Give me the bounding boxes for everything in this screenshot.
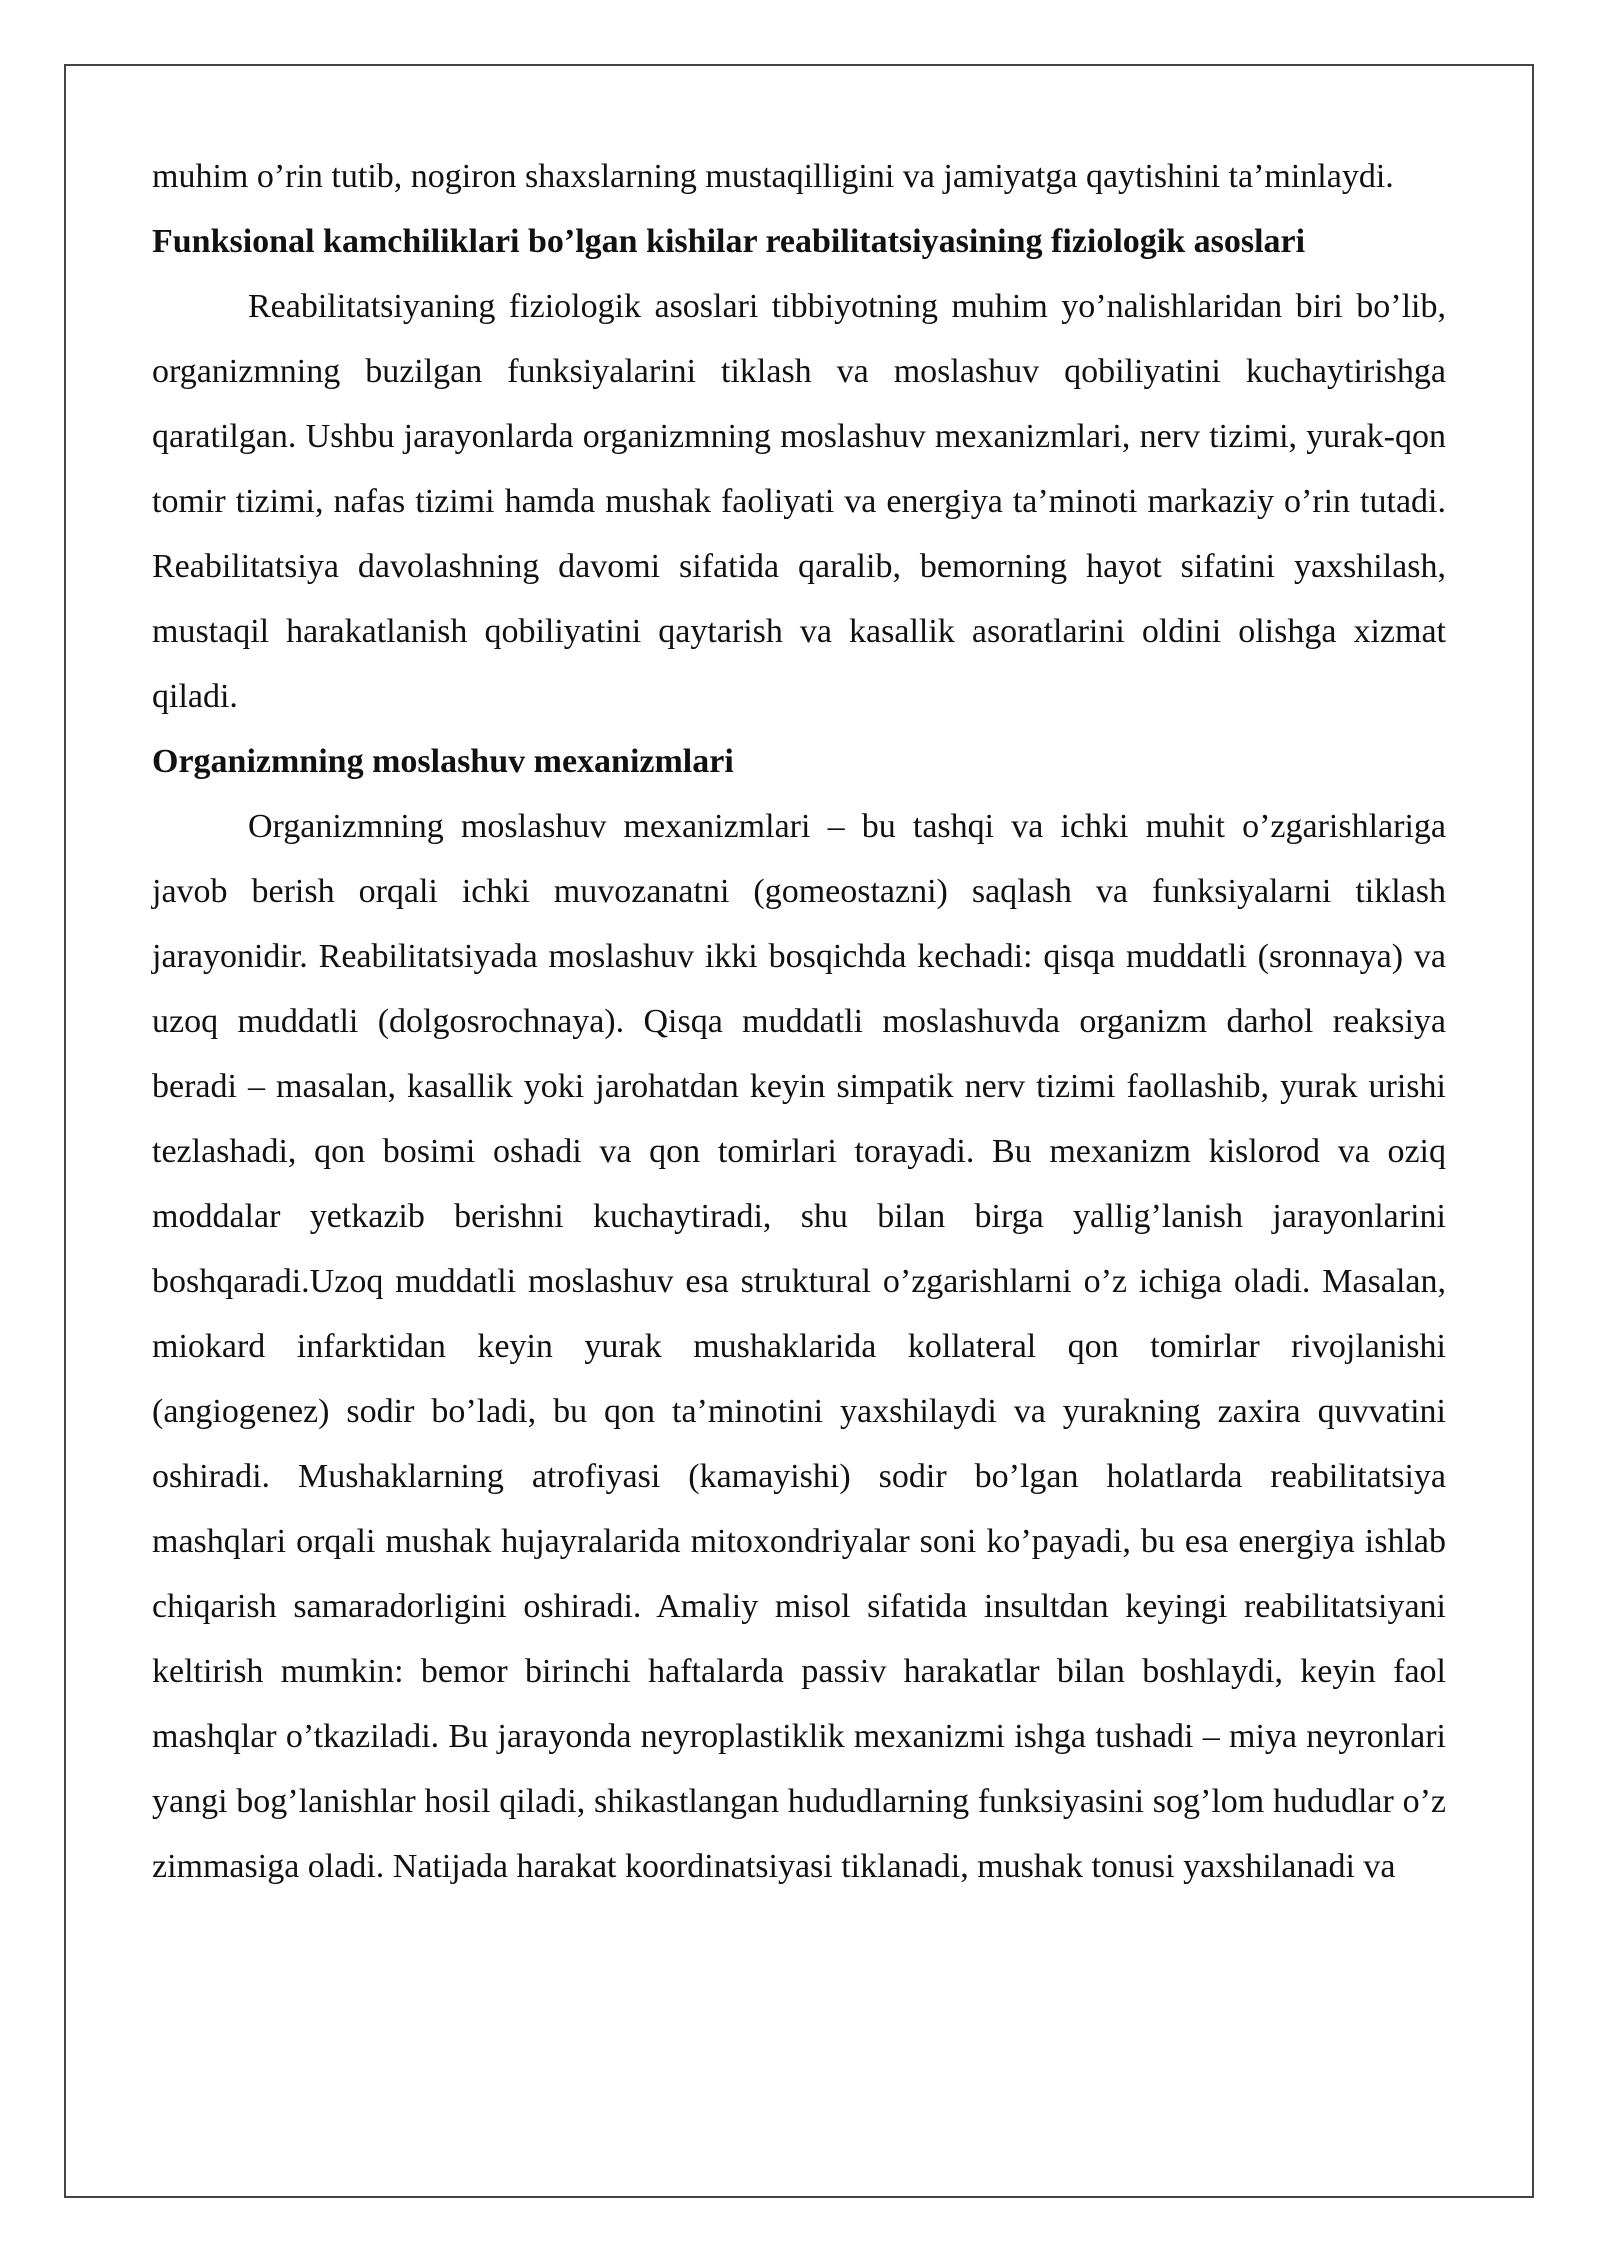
subsection-paragraph: Organizmning moslashuv mexanizmlari – bu tashqi va ichki muhit o’zgarishlariga javob berish orqali ichki muvozanatni (gomeostazni) saqlash va funksiyalarni tiklash jarayonidir. Reabilitatsiyada moslashuv ikki bosqichda kechadi: qisqa muddatli (sronnaya) va uzoq muddatli (dolgosrochnaya). Qisqa muddatli moslashuvda organizm darhol reaksiya beradi – masalan, kasallik yoki jarohatdan keyin simpatik nerv tizimi faollashib, yurak urishi tezlashadi, qon bosimi oshadi va qon tomirlari torayadi. Bu mexanizm kislorod va oziq moddalar yetkazib berishni kuchaytiradi, shu bilan birga yallig’lanish jarayonlarini boshqaradi.Uzoq muddatli moslashuv esa struktural o’zgarishlarni o’z ichiga oladi. Masalan, miokard infarktidan keyin yurak mushaklarida kollateral qon tomirlar rivojlanishi (angiogenez) sodir bo’ladi, bu qon ta’minotini yaxshilaydi va yurakning zaxira quvvatini oshiradi. Mushaklarning atrofiyasi (kamayishi) sodir bo’lgan holatlarda reabilitatsiya mashqlari orqali mushak hujayralarida mitoxondriyalar soni ko’payadi, bu esa energiya ishlab chiqarish samaradorligini oshiradi. Amaliy misol sifatida insultdan keyingi reabilitatsiyani keltirish mumkin: bemor birinchi haftalarda passiv harakatlar bilan boshlaydi, keyin faol mashqlar o’tkaziladi. Bu jarayonda neyroplastiklik mexanizmi ishga tushadi – miya neyronlari yangi bog’lanishlar hosil qiladi, shikastlangan hududlarning funksiyasini sog’lom hududlar o’z zimmasiga oladi. Natijada harakat koordinatsiyasi tiklanadi, mushak tonusi yaxshilanadi va: [152, 808, 1446, 1885]
intro-paragraph: muhim o’rin tutib, nogiron shaxslarning mustaqilligini va jamiyatga qaytishini ta’minlaydi.: [152, 158, 1394, 195]
section-heading: Funksional kamchiliklari bo’lgan kishilar reabilitatsiyasining fiziologik asoslari: [152, 223, 1306, 260]
subsection-heading: Organizmning moslashuv mexanizmlari: [152, 743, 734, 780]
section-paragraph: Reabilitatsiyaning fiziologik asoslari tibbiyotning muhim yo’nalishlaridan biri bo’lib, organizmning buzilgan funksiyalarini tiklash va moslashuv qobiliyatini kuchaytirishga qaratilgan. Ushbu jarayonlarda organizmning moslashuv mexanizmlari, nerv tizimi, yurak-qon tomir tizimi, nafas tizimi hamda mushak faoliyati va energiya ta’minoti markaziy o’rin tutadi. Reabilitatsiya davolashning davomi sifatida qaralib, bemorning hayot sifatini yaxshilash, mustaqil harakatlanish qobiliyatini qaytarish va kasallik asoratlarini oldini olishga xizmat qiladi.: [152, 288, 1446, 715]
document-body: [152, 144, 1446, 1899]
